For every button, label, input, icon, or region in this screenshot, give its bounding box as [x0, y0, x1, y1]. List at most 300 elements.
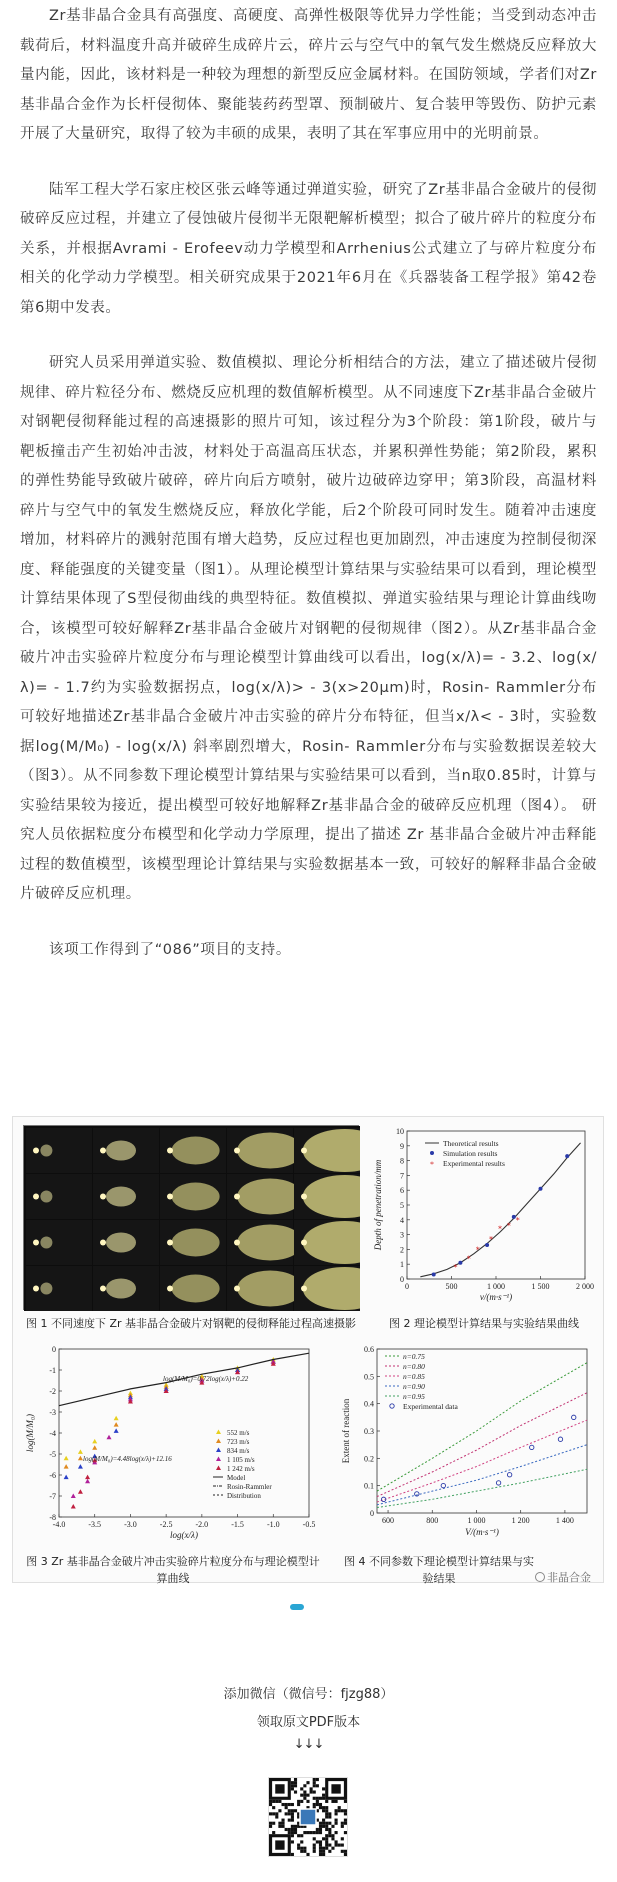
point-experimental: * [515, 1215, 520, 1225]
qr-module [344, 1819, 347, 1822]
qr-module [325, 1844, 328, 1847]
qr-module [335, 1844, 338, 1847]
photo-fragment [33, 1148, 39, 1154]
qr-module [272, 1831, 275, 1834]
x-tick-label: -3.0 [124, 1520, 137, 1529]
series-n-4 [377, 1469, 587, 1507]
point-2 [64, 1475, 69, 1480]
point-2 [78, 1464, 83, 1469]
qr-module [325, 1834, 328, 1837]
qr-module [275, 1812, 278, 1815]
point-0 [78, 1449, 83, 1454]
qr-module [303, 1794, 306, 1797]
point-1 [92, 1445, 97, 1450]
qr-module [328, 1850, 331, 1853]
wechat-note: 添加微信（微信号：fjzg88） [223, 1687, 394, 1702]
qr-module [316, 1840, 319, 1843]
legend-label: 1 242 m/s [227, 1465, 255, 1473]
qr-module [288, 1819, 291, 1822]
fig2-caption: 图 2 理论模型计算结果与实验结果曲线 [389, 1317, 579, 1330]
qr-module [272, 1800, 275, 1803]
photo-flash [40, 1191, 52, 1203]
legend-label: Rosin-Rammler [227, 1483, 272, 1491]
qr-module [275, 1800, 278, 1803]
x-tick-label: -2.5 [159, 1520, 173, 1529]
qr-module [269, 1803, 272, 1806]
point-4 [71, 1504, 76, 1509]
qr-module [294, 1778, 297, 1781]
qr-module [335, 1840, 338, 1843]
qr-module [294, 1781, 297, 1784]
photo-fragment [100, 1240, 106, 1246]
point-simulation [539, 1187, 543, 1191]
qr-finder [275, 1784, 284, 1793]
legend-marker [216, 1457, 221, 1462]
qr-module [291, 1781, 294, 1784]
photo-flash [106, 1187, 136, 1207]
qr-module [316, 1797, 319, 1800]
legend-label: 834 m/s [227, 1447, 250, 1455]
qr-module [328, 1831, 331, 1834]
qr-module [303, 1847, 306, 1850]
legend-label: n=0.75 [403, 1352, 425, 1361]
qr-module [294, 1784, 297, 1787]
y-tick-label: 0 [52, 1345, 56, 1354]
qr-module [322, 1853, 325, 1856]
fig1-photo-grid [23, 1125, 359, 1310]
arrow-note: ↓↓↓ [293, 1737, 324, 1752]
qr-module [335, 1800, 338, 1803]
y-tick-label: -1 [49, 1366, 56, 1375]
qr-module [319, 1847, 322, 1850]
legend-marker [430, 1151, 434, 1155]
fig2-chart [369, 1123, 599, 1313]
qr-module [297, 1800, 300, 1803]
qr-module [316, 1831, 319, 1834]
y-tick-label: 1 [400, 1260, 404, 1270]
qr-module [341, 1825, 344, 1828]
y-tick-label: 4 [400, 1215, 404, 1225]
point-experimental: * [489, 1235, 494, 1245]
watermark-text: 非晶合金 [547, 1571, 591, 1584]
legend-label: n=0.85 [403, 1372, 425, 1381]
qr-module [325, 1822, 328, 1825]
qr-module [278, 1809, 281, 1812]
qr-module [341, 1850, 344, 1853]
qr-module [344, 1800, 347, 1803]
qr-module [344, 1853, 347, 1856]
qr-module [322, 1797, 325, 1800]
qr-module [291, 1831, 294, 1834]
qr-module [313, 1790, 316, 1793]
qr-module [300, 1847, 303, 1850]
x-tick-label: -2.0 [195, 1520, 209, 1529]
legend-label: Simulation results [443, 1149, 498, 1158]
pdf-note: 领取原文PDF版本 [256, 1715, 361, 1730]
qr-module [291, 1803, 294, 1806]
point-simulation [565, 1154, 569, 1158]
qr-module [331, 1800, 334, 1803]
qr-module [291, 1825, 294, 1828]
qr-module [303, 1784, 306, 1787]
qr-module [297, 1803, 300, 1806]
qr-module [269, 1822, 272, 1825]
point-3 [71, 1494, 76, 1499]
point-experimental: * [466, 1254, 471, 1264]
legend-label: Experimental data [403, 1402, 458, 1411]
qr-module [291, 1787, 294, 1790]
paragraph-2: 陆军工程大学石家庄校区张云峰等通过弹道实验，研究了Zr基非晶合金破片的侵彻破碎反应过程，并建立了侵蚀破片侵彻半无限靶解析模型；拟合了破片碎片的粒度分布关系，并根据Avrami - Erofeev动力学模型和Arrhenius公式建立了与碎片粒度分布相关的化学动力学模型。相关研究成果于2021年6月在《兵器装备工程学报》第42卷第6期中发表。 [20, 181, 597, 316]
divider-icon [290, 1604, 304, 1610]
qr-module [319, 1825, 322, 1828]
qr-module [306, 1831, 309, 1834]
qr-module [294, 1828, 297, 1831]
qr-module [319, 1803, 322, 1806]
qr-module [294, 1825, 297, 1828]
qr-module [319, 1822, 322, 1825]
qr-module [272, 1806, 275, 1809]
qr-module [341, 1844, 344, 1847]
qr-module [335, 1812, 338, 1815]
annotation: log(M/M₀)=4.48log(x/λ)+12.16 [83, 1455, 172, 1463]
y-tick-label: 0.3 [364, 1427, 374, 1436]
y-tick-label: -3 [49, 1408, 56, 1417]
photo-fragment [301, 1194, 307, 1200]
qr-module [316, 1778, 319, 1781]
photo-fragment [301, 1148, 307, 1154]
photo-fragment [234, 1194, 240, 1200]
qr-module [269, 1825, 272, 1828]
qr-module [322, 1806, 325, 1809]
qr-module [313, 1847, 316, 1850]
qr-module [322, 1819, 325, 1822]
qr-module [310, 1831, 313, 1834]
x-tick-label: 0 [405, 1282, 409, 1291]
photo-fragment [167, 1286, 173, 1292]
y-tick-label: -2 [49, 1387, 56, 1396]
qr-module [278, 1800, 281, 1803]
qr-module [325, 1837, 328, 1840]
qr-module [285, 1828, 288, 1831]
qr-module [328, 1834, 331, 1837]
qr-module [300, 1850, 303, 1853]
qr-module [291, 1819, 294, 1822]
qr-module [272, 1812, 275, 1815]
qr-module [316, 1828, 319, 1831]
qr-module [328, 1822, 331, 1825]
point-1 [114, 1422, 119, 1427]
photo-fragment [33, 1194, 39, 1200]
qr-module [319, 1840, 322, 1843]
x-tick-label: -3.5 [88, 1520, 102, 1529]
qr-module [291, 1834, 294, 1837]
photo-fragment [100, 1286, 106, 1292]
photo-flash [40, 1237, 52, 1249]
y-tick-label: 2 [400, 1245, 404, 1255]
qr-module [297, 1834, 300, 1837]
fig3-caption: 图 3 Zr 基非晶合金破片冲击实验碎片粒度分布与理论模型计算曲线 [26, 1555, 320, 1585]
qr-module [341, 1837, 344, 1840]
y-axis-label: Depth of penetration/mm [373, 1159, 383, 1251]
fig3-chart [23, 1343, 323, 1553]
qr-module [281, 1803, 284, 1806]
qr-module [281, 1825, 284, 1828]
qr-module [325, 1812, 328, 1815]
qr-module [300, 1787, 303, 1790]
qr-module [344, 1831, 347, 1834]
qr-module [291, 1815, 294, 1818]
qr-module [303, 1790, 306, 1793]
qr-module [335, 1831, 338, 1834]
photo-flash [172, 1275, 220, 1303]
qr-module [303, 1831, 306, 1834]
qr-module [328, 1812, 331, 1815]
x-tick-label: 800 [426, 1516, 439, 1525]
qr-module [291, 1828, 294, 1831]
photo-flash [237, 1271, 303, 1307]
x-tick-label: -1.0 [266, 1520, 280, 1529]
legend-label: 552 m/s [227, 1429, 250, 1437]
qr-module [325, 1828, 328, 1831]
qr-module [325, 1809, 328, 1812]
qr-module [322, 1794, 325, 1797]
qr-module [300, 1800, 303, 1803]
point-experimental: * [506, 1221, 511, 1231]
qr-module [328, 1844, 331, 1847]
x-tick-label: -4.0 [52, 1520, 66, 1529]
series-n-3 [377, 1445, 587, 1505]
x-axis-label: v/(m·s⁻¹) [479, 1292, 513, 1302]
photo-flash [172, 1137, 220, 1165]
qr-module [325, 1825, 328, 1828]
qr-module [297, 1844, 300, 1847]
photo-fragment [167, 1240, 173, 1246]
qr-module [285, 1803, 288, 1806]
qr-module [288, 1809, 291, 1812]
y-tick-label: 0 [400, 1275, 404, 1284]
qr-module [294, 1790, 297, 1793]
x-tick-label: 1 200 [511, 1516, 530, 1525]
photo-fragment [301, 1286, 307, 1292]
qr-module [291, 1812, 294, 1815]
y-tick-label: 10 [396, 1127, 404, 1136]
paragraph-4: 该项工作得到了“086”项目的支持。 [49, 941, 291, 958]
qr-module [281, 1819, 284, 1822]
photo-flash [172, 1229, 220, 1257]
legend-marker [216, 1448, 221, 1453]
point-experimental [530, 1445, 534, 1449]
qr-module [275, 1815, 278, 1818]
qr-module [322, 1825, 325, 1828]
photo-flash [237, 1179, 303, 1215]
qr-module [325, 1806, 328, 1809]
qr-module [322, 1822, 325, 1825]
photo-fragment [301, 1240, 307, 1246]
photo-flash [237, 1133, 303, 1169]
y-tick-label: 0.1 [364, 1481, 374, 1491]
qr-module [341, 1809, 344, 1812]
qr-module [322, 1809, 325, 1812]
point-simulation [458, 1261, 462, 1265]
legend-marker [216, 1466, 221, 1471]
x-tick-label: 2 000 [576, 1282, 594, 1291]
x-tick-label: 1 500 [531, 1282, 550, 1291]
qr-module [344, 1850, 347, 1853]
photo-fragment [33, 1286, 39, 1292]
qr-module [303, 1850, 306, 1853]
qr-module [335, 1819, 338, 1822]
qr-module [288, 1803, 291, 1806]
qr-module [313, 1781, 316, 1784]
photo-flash [237, 1225, 303, 1261]
qr-module [335, 1809, 338, 1812]
qr-module [300, 1840, 303, 1843]
y-tick-label: -8 [49, 1513, 56, 1522]
qr-module [319, 1806, 322, 1809]
legend-marker: * [430, 1160, 434, 1169]
point-simulation [432, 1273, 436, 1277]
qr-module [319, 1797, 322, 1800]
x-tick-label: 1 000 [467, 1516, 486, 1525]
qr-module [325, 1800, 328, 1803]
qr-module [325, 1840, 328, 1843]
qr-code[interactable] [268, 1777, 348, 1857]
point-experimental: * [475, 1245, 480, 1255]
y-tick-label: -7 [49, 1492, 56, 1501]
legend-marker [390, 1404, 394, 1408]
x-axis-label: V/(m·s⁻¹) [465, 1527, 499, 1537]
point-1 [64, 1464, 69, 1469]
qr-module [269, 1812, 272, 1815]
point-experimental: * [497, 1224, 502, 1234]
qr-module [319, 1853, 322, 1856]
qr-module [269, 1800, 272, 1803]
x-tick-label: -1.5 [231, 1520, 244, 1529]
photo-flash [172, 1183, 220, 1211]
legend-marker [216, 1430, 221, 1435]
qr-module [294, 1809, 297, 1812]
photo-fragment [167, 1148, 173, 1154]
point-3 [85, 1479, 90, 1484]
point-0 [114, 1416, 119, 1421]
qr-module [344, 1809, 347, 1812]
qr-module [328, 1815, 331, 1818]
qr-module [285, 1806, 288, 1809]
y-tick-label: 5 [400, 1201, 404, 1210]
qr-finder [275, 1840, 284, 1849]
y-tick-label: -5 [49, 1450, 56, 1459]
paragraph-3: 研究人员采用弹道实验、数值模拟、理论分析相结合的方法，建立了描述破片侵彻规律、碎片粒径分布、燃烧反应机理的数值解析模型。从不同速度下Zr基非晶合金破片对钢靶侵彻释能过程的高速摄影的照片可知，该过程分为3个阶段：第1阶段，破片与靶板撞击产生初始冲击波，材料处于高温高压状态，并累积弹性势能；第2阶段，累积的弹性势能导致破片破碎，碎片向后方喷射，破片边破碎边穿甲；第3阶段，高温材料碎片与空气中的氧发生燃烧反应，释放化学能，后2个阶段可同时发生。随着冲击速度增加，材料碎片的溅射范围有增大趋势，反应过程也更加剧烈，冲击速度为控制侵彻深度、释能强度的关键变量（图1）。从理论模型计算结果与实验结果可以看到，理论模型计算结果体现了S型侵彻曲线的典型特征。数值模拟、弹道实验结果与理论计算曲线吻合，该模型可较好解释Zr基非晶合金破片对钢靶的侵彻规律（图2）。从Zr基非晶合金破片冲击实验碎片粒度分布与理论模型计算曲线可以看出，log(x/λ)= - 3.2、log(x/λ)= - 1.7约为实验数据拐点，log(x/λ)> - 3(x>20μm)时，Rosin- Rammler分布可较好地描述Zr基非晶合金破片冲击实验的碎片分布特征，但当x/λ< - 3时，实验数据log(M/M₀) - log(x/λ) 斜率剧烈增大，Rosin- Rammler分布与实验数据误差较大（图3）。从不同参数下理论模型计算结果与实验结果可以看到，当n取0.85时，计算与实验结果较为接近，提出模型可较好地解释Zr基非晶合金的破碎反应机理（图4）。 研究人员依据粒度分布模型和化学动力学原理，提出了描述 Zr 基非晶合金破片冲击释能过程的数值模型，该模型理论计算结果与实验数据基本一致，可较好的解释非晶合金破片破碎反应机理。 [20, 355, 597, 902]
qr-module [313, 1784, 316, 1787]
photo-fragment [33, 1240, 39, 1246]
qr-module [338, 1844, 341, 1847]
photo-flash [106, 1233, 136, 1253]
qr-module [306, 1853, 309, 1856]
qr-module [288, 1828, 291, 1831]
qr-module [341, 1822, 344, 1825]
y-axis-label: Extent of reaction [341, 1398, 351, 1464]
qr-module [338, 1806, 341, 1809]
qr-module [319, 1850, 322, 1853]
point-experimental [496, 1481, 500, 1485]
y-tick-label: 0.6 [364, 1345, 374, 1354]
qr-module [313, 1797, 316, 1800]
photo-fragment [100, 1194, 106, 1200]
qr-module [288, 1812, 291, 1815]
point-4 [78, 1489, 83, 1494]
annotation: log(M/M₀)=0.72log(x/λ)+0.22 [163, 1375, 249, 1383]
qr-module [278, 1825, 281, 1828]
qr-module [310, 1790, 313, 1793]
x-axis-label: log(x/λ) [170, 1530, 198, 1540]
figure-panel [12, 1116, 604, 1583]
photo-fragment [234, 1148, 240, 1154]
legend-marker [216, 1439, 221, 1444]
qr-module [291, 1809, 294, 1812]
qr-module [291, 1784, 294, 1787]
y-tick-label: 0.2 [364, 1454, 374, 1464]
point-experimental [558, 1437, 562, 1441]
qr-module [331, 1837, 334, 1840]
qr-module [316, 1803, 319, 1806]
qr-module [300, 1794, 303, 1797]
point-2 [114, 1428, 119, 1433]
x-tick-label: -0.5 [302, 1520, 316, 1529]
x-tick-label: 1 400 [555, 1516, 574, 1525]
qr-module [331, 1847, 334, 1850]
photo-flash [40, 1283, 52, 1295]
photo-fragment [100, 1148, 106, 1154]
legend-label: 723 m/s [227, 1438, 250, 1446]
y-tick-label: 0.5 [364, 1372, 374, 1382]
qr-code-pattern [269, 1778, 347, 1856]
qr-module [322, 1850, 325, 1853]
watermark [535, 1569, 591, 1585]
qr-module [325, 1847, 328, 1850]
photo-fragment [234, 1240, 240, 1246]
qr-module [325, 1815, 328, 1818]
legend-label: n=0.90 [403, 1382, 425, 1391]
qr-module [313, 1844, 316, 1847]
qr-module [303, 1797, 306, 1800]
fig1-photos [24, 1126, 360, 1311]
y-tick-label: -4 [49, 1429, 56, 1438]
y-tick-label: 7 [400, 1171, 404, 1181]
qr-module [297, 1847, 300, 1850]
qr-module [294, 1831, 297, 1834]
qr-module [313, 1850, 316, 1853]
qr-module [316, 1800, 319, 1803]
y-tick-label: 9 [400, 1141, 404, 1151]
qr-module [322, 1787, 325, 1790]
qr-module [328, 1828, 331, 1831]
qr-module [272, 1822, 275, 1825]
qr-module [335, 1822, 338, 1825]
article-body [20, 0, 597, 965]
qr-module [285, 1812, 288, 1815]
point-3 [107, 1435, 112, 1440]
qr-module [291, 1840, 294, 1843]
y-tick-label: -6 [49, 1471, 56, 1480]
qr-module [344, 1822, 347, 1825]
x-tick-label: 500 [445, 1282, 458, 1291]
qr-module [313, 1803, 316, 1806]
fig4-chart [339, 1343, 601, 1551]
qr-module [306, 1800, 309, 1803]
qr-module [322, 1847, 325, 1850]
legend-label: Distribution [227, 1492, 261, 1500]
legend-label: n=0.80 [403, 1362, 425, 1371]
